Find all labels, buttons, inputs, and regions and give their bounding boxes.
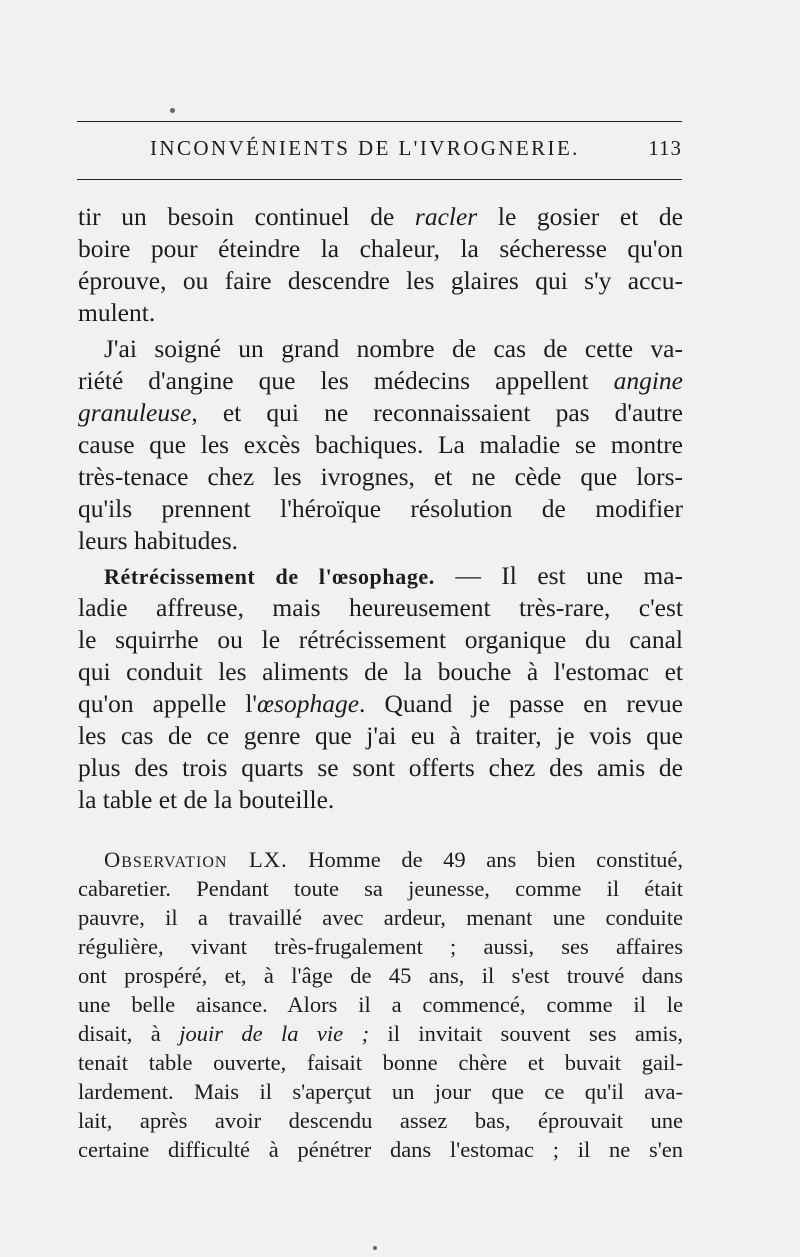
text-line: J'ai soigné un grand nombre de cas de cette va-	[104, 334, 683, 363]
text-line: cause que les excès bachiques. La maladie se montre	[78, 430, 683, 459]
text-line: pauvre, il a travaillé avec ardeur, menant une conduite	[78, 905, 683, 930]
text-line: éprouve, ou faire descendre les glaires qui s'y accu-	[78, 266, 683, 295]
text-line: le squirrhe ou le rétrécissement organique du canal	[78, 625, 683, 654]
text-line: lait, après avoir descendu assez bas, éprouvait une	[78, 1108, 683, 1133]
text-line: les cas de ce genre que j'ai eu à traiter, je vois que	[78, 721, 683, 750]
text-line: ont prospéré, et, à l'âge de 45 ans, il s'est trouvé dans	[78, 963, 683, 988]
text-line: qu'on appelle l'œsophage. Quand je passe en revue	[78, 689, 683, 718]
text-line: tenait table ouverte, faisait bonne chère et buvait gail-	[78, 1050, 683, 1075]
text-line: très-tenace chez les ivrognes, et ne cède que lors-	[78, 462, 683, 491]
text-line: une belle aisance. Alors il a commencé, comme il le	[78, 992, 683, 1017]
text-line: riété d'angine que les médecins appellent angine	[78, 366, 683, 395]
ink-speck	[170, 108, 175, 113]
text-line: leurs habitudes.	[78, 526, 239, 555]
text-line: disait, à jouir de la vie ; il invitait souvent ses amis,	[78, 1021, 683, 1046]
running-title: INCONVÉNIENTS DE L'IVROGNERIE.	[150, 136, 580, 160]
header-rule-top	[77, 121, 682, 122]
text-line: tir un besoin continuel de racler le gosier et de	[78, 202, 683, 231]
observation-label: Observation LX.	[104, 847, 288, 872]
text-line: granuleuse, et qui ne reconnaissaient pas d'autre	[78, 398, 683, 427]
text-line: la table et de la bouteille.	[78, 785, 335, 814]
text-line: mulent.	[78, 298, 156, 327]
text-line: plus des trois quarts se sont offerts chez des amis de	[78, 753, 683, 782]
text-line: Observation LX. Homme de 49 ans bien constitué,	[104, 847, 683, 872]
text-line: certaine difficulté à pénétrer dans l'estomac ; il ne s'en	[78, 1137, 683, 1162]
ink-speck	[373, 1246, 377, 1250]
text-line: cabaretier. Pendant toute sa jeunesse, comme il était	[78, 876, 683, 901]
page-number: 113	[648, 136, 682, 160]
text-line: qu'ils prennent l'héroïque résolution de modifier	[78, 494, 683, 523]
text-line: boire pour éteindre la chaleur, la sécheresse qu'on	[78, 234, 683, 263]
section-heading: Rétrécissement de l'œsophage.	[104, 564, 435, 589]
header-rule-bottom	[77, 179, 682, 180]
text-line: lardement. Mais il s'aperçut un jour que ce qu'il ava-	[78, 1079, 683, 1104]
text-line: Rétrécissement de l'œsophage. — Il est une ma-	[104, 561, 683, 590]
text-line: qui conduit les aliments de la bouche à l'estomac et	[78, 657, 683, 686]
text-line: régulière, vivant très-frugalement ; aussi, ses affaires	[78, 934, 683, 959]
text-line: ladie affreuse, mais heureusement très-rare, c'est	[78, 593, 683, 622]
